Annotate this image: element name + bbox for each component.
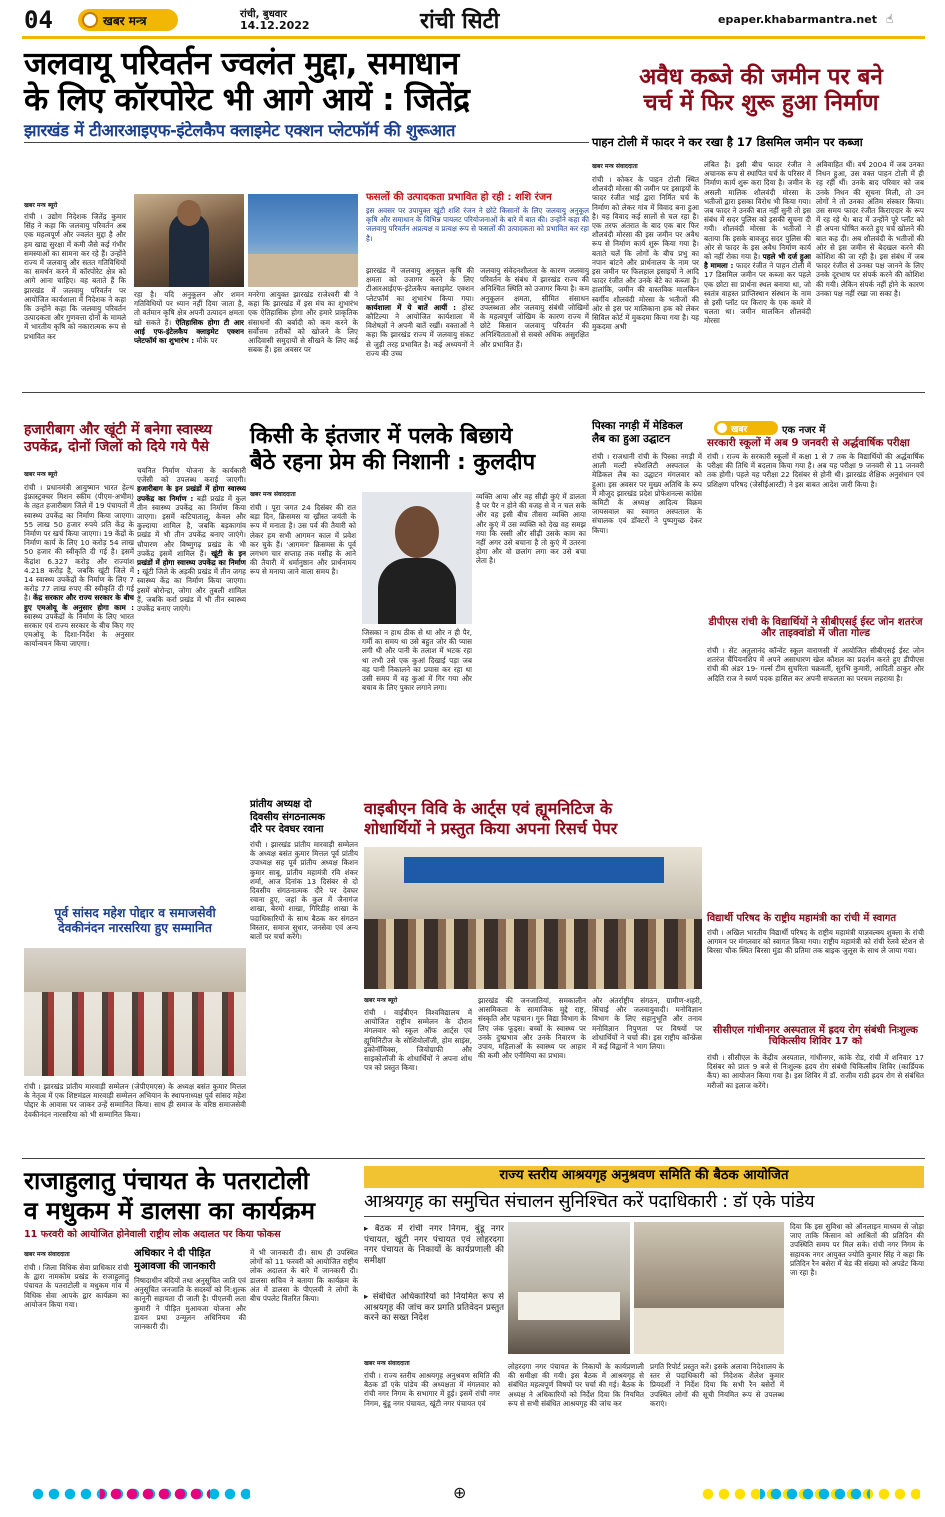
- land-headline-line2: चर्च में फिर शुरू हुआ निर्माण: [643, 90, 879, 116]
- health-headline-line1: हजारीबाग और खूंटी में बनेगा स्वास्थ्य: [24, 422, 213, 438]
- love-col2: जिसका न हाथ ठीक से था और न ही पैर, गर्मी का समय था उसे बहुत जोर की प्यास लगी थी और पानी के तलाश में भटक रहा था तभी उसे एक कुआं दिखाई पड़ा जब वह पानी निकालने का प्रयास कर रहा था उसी समय में वह कुआं में गिर गया और बचाव के लिए पुकार लगाने लगा।: [362, 628, 472, 693]
- lead-col2: [134, 290, 244, 386]
- love-col1: रांची । पूरा जगत 24 दिसंबर की रात बड़ा दिन, क्रिसमस या ख्रीस्त जयंती के रूप में मनाता है। उस पर्व की तैयारी को लेकर हम सभी आगमन काल में प्रवेश कर चुके हैं। 'आगमन' क्रिसमस के पूर्व लगभग चार सप्ताह तक मसीह के आने की तैयारी में धर्मानुष्ठान और प्रार्थनामय रूप से मनाया जाने वाला समय है।: [250, 503, 356, 577]
- research-photo-crowd: [364, 919, 702, 989]
- health-col1-tail: स्वास्थ्य उपकेंद्रों के निर्माण के लिए भारत सरकार एवं राज्य सरकार के बीच किए गए एमओयू के दिशा-निर्देश के अनुसार कार्यान्वयन किया जाएगा।: [24, 611, 134, 649]
- section-title: रांची सिटी: [420, 9, 500, 34]
- lead-photo-head: [177, 200, 201, 226]
- dalsa-side-title-line1: अधिकार ने दी पीड़ित: [134, 1248, 211, 1259]
- lead-photo-panel: [248, 194, 358, 287]
- dalsa-subhead: 11 फरवरी को आयोजित होनेवाली राष्ट्रीय लोक अदालत पर किया फोकस: [24, 1229, 281, 1240]
- medical-headline-line1: पिस्का नगड़ी में मेडिकल: [592, 420, 683, 432]
- marwari-headline-line2: देवकीनंदन नारसरिया हुए सम्मानित: [58, 921, 212, 935]
- lead-subhead-rule: [24, 142, 589, 143]
- lead-headline-line2: के लिए कॉरपोरेट भी आगे आयें : जितेंद्र: [24, 82, 470, 118]
- lead-col2-text: रहा है। यदि अनुकूलन और शमन गतिविधियों पर ध्यान नहीं दिया जाता है, तो वर्तमान कृषि क्षेत्र अपनी उत्पादन क्षमता खो सकते हैं।: [134, 290, 244, 327]
- land-headline: [598, 64, 924, 116]
- registration-mark-icon: ⊕: [453, 1483, 467, 1502]
- shelter-byline: खबर मन्त्र संवाददाता: [364, 1360, 410, 1367]
- dalsa-headline-line2: व मधुकम में डालसा का कार्यक्रम: [24, 1196, 316, 1225]
- research-headline-line1: वाइबीएन विवि के आर्ट्स एवं ह्यूमनिटिज के: [364, 799, 613, 818]
- love-portrait-head: [395, 506, 439, 558]
- marwari-headline: [24, 906, 246, 936]
- research-photo-banner: [404, 857, 664, 883]
- shelter-col2: लोहरदगा नगर पंचायत के निकायों के कार्यप्रणाली की समीक्षा की गयी। इस बैठक में आश्रयगृह से संबंधित महत्वपूर्ण विषयों पर चर्चा की गई। बैठक के अध्यक्ष ने अधिकारियों को निर्देश दिया कि नियमित रूप से सभी संबंधित आश्रयगृह की जांच कर: [508, 1362, 644, 1408]
- shelter-photo-meeting: [508, 1222, 630, 1354]
- masthead: [0, 0, 945, 42]
- lead-col3: मनरेगा आयुक्त झारखंड राजेश्वरी बी ने कहा कि झारखंड में इस मंच का शुभारंभ एक ऐतिहासिक होगा और हमारे प्राकृतिक संसाधनों की बर्बादी को कम करने के सर्वोत्तम तरीकों को खोजने के लिए आदिवासी समुदायों से सीखने के लिए कई सबक हैं। इस अवसर पर: [248, 290, 358, 355]
- sangathan-headline-line3: दौरे पर देवघर रवाना: [250, 824, 324, 835]
- lead-quote-text: इस अवसर पर उपायुक्त खूंटी शशि रंजन ने छोटे किसानों के लिए जलवायु अनुकूल कृषि और समाधान के विभिन्न पायलट परियोजनाओं के बारे में बात की। उन्होंने कहा की जलवायु परिवर्तन अप्रत्यक्ष व प्रत्यक्ष रूप से फसलों की उत्पादकता को प्रभावित कर रहा है।: [366, 206, 589, 243]
- research-col1: रांची । वाईबीएन विश्वविद्यालय में आयोजित राष्ट्रीय सम्मेलन के दौरान मंगलवार को स्कूल ऑफ आर्ट्स एवं ह्यूमिनिटीज के सोशियोलॉजी, होम साइंस, इकोनॉमिक्स, जियोग्राफी और साइकोलॉजी के शोधार्थियों ने अपना शोध पत्र को प्रस्तुत किया।: [364, 1008, 472, 1073]
- research-headline: [364, 799, 702, 839]
- sangathan-headline: [250, 799, 358, 837]
- health-headline: [24, 422, 246, 456]
- shelter-bullet1-text: बैठक में रांची नगर निगम, बुंडू नगर पंचायत, खूंटी नगर पंचायत एवं लोहरदगा नगर पंचायत के निकायों के कार्यप्रणाली की समीक्षा: [364, 1224, 504, 1266]
- research-col2: झारखंड की जनजातियां, समकालीन आसमिकता के सामाजिक मुद्दे राष्ट्र, संस्कृति और पहचान। गुरु विद्या विभाग के लिए जंक फूड्स। बच्चों के स्वास्थ्य पर उनके दुष्प्रभाव और उनके निवारण के उपाय, महिलाओं के स्वास्थ्य पर आहार की कमी और एनीमिया का प्रभाव।: [478, 996, 586, 1061]
- lead-col2-bold: ऐतिहासिक होगा टी आर आई एफ-इंटेलकैप क्लाइमेट एक्शन प्लेटफॉर्म का शुभारंभ :: [134, 317, 244, 346]
- health-col1-bold: केंद्र सरकार और राज्य सरकार के बीच हुए एमओयू के अनुसार होगा काम :: [24, 593, 134, 612]
- sangathan-headline-line2: दिवसीय संगठनात्मक: [250, 811, 325, 823]
- nazar-item3-title: विद्यार्थी परिषद के राष्ट्रीय महामंत्री का रांची में स्वागत: [707, 913, 897, 924]
- dalsa-byline: खबर मन्त्र संवाददाता: [24, 1251, 70, 1258]
- health-col1: [24, 483, 134, 885]
- lead-photo-speaker: [134, 194, 244, 287]
- health-col1-text: रांची । प्रधानमंत्री आयुष्मान भारत हेल्थ इंफ्रास्ट्रक्चर मिशन स्कीम (पीएम-अभीम) के तहत हजारीबाग जिले में 19 पंचायतों में स्वास्थ्य उपकेंद्र का निर्माण किया जाएगा। 55 लाख 50 हजार रुपये प्रति केंद्र के निर्माण पर खर्च किया जाएगा। 19 केंद्रों के निर्माण कार्य के लिए 10 करोड़ 54 लाख 50 हजार की स्वीकृति दी गई है। इसमें केंद्रांश 6.327 करोड़ और राज्यांश 4.218 करोड़ है, जबकि खूंटी जिले में 14 स्वास्थ्य उपकेंद्रों के निर्माण के लिए 7 करोड़ 77 लाख रुपए की स्वीकृति दी गई है।: [24, 483, 134, 603]
- ek-nazar-brand-text: खबर: [731, 425, 748, 435]
- marwari-photo-group: [24, 992, 246, 1076]
- shelter-banner: [364, 1166, 924, 1188]
- rule-row1: [22, 392, 925, 393]
- shelter-bullet1-icon: ▸: [364, 1224, 375, 1234]
- shelter-bullet2: [364, 1292, 504, 1336]
- lead-col5: जलवायु संवेदनशीलता के कारण जलवायु परिवर्तन के संबंध में झारखंड राज्य की अनिश्चित स्थिति को उजागर किया है। कम अनुकूलन क्षमता, सीमित संसाधन उपलब्धता और जलवायु संबंधी जोखिमों के महत्वपूर्ण जोखिम के कारण राज्य में छोटे किसान जलवायु परिवर्तन की अनिश्चितताओं से सबसे अधिक असुरक्षित और प्रभावित हैं।: [480, 266, 589, 349]
- shelter-col3: प्रगति रिपोर्ट प्रस्तुत करें। इसके अलावा निदेशालय के स्तर से पदाधिकारी को निदेशक शैलेश कुमार प्रियदर्शी ने निर्देश दिया कि सभी रैन बसेरों में उपस्थित लोगों की सूची नियमित रूप से उपलब्ध कराएं।: [650, 1362, 784, 1408]
- medical-headline-line2: लैब का हुआ उद्घाटन: [592, 433, 671, 445]
- lead-photo-panel-stage: [248, 254, 358, 287]
- shelter-photo-table: [518, 1292, 620, 1320]
- health-headline-line2: उपकेंद्र, दोनों जिलों को दिये गये पैसे: [24, 439, 209, 455]
- brand-pill: [78, 9, 178, 31]
- nazar-item1-text: रांची । राज्य के सरकारी स्कूलों में कक्षा 1 से 7 तक के विद्यार्थियों की अर्द्धवार्षिक परीक्षा की तिथि में बदलाव किया गया है। अब यह परीक्षा 9 जनवरी से 11 जनवरी तक होगी। पहले यह परीक्षा 22 दिसंबर से होनी थी। झारखंड शैक्षिक अनुसंधान एवं प्रशिक्षण परिषद (जेसीईआरटी) ने इस बाबत आदेश जारी किया है।: [707, 452, 924, 489]
- land-headline-line1: अवैध कब्जे की जमीन पर बने: [639, 64, 883, 90]
- love-headline: [250, 424, 584, 476]
- medical-text: रांची । राजधानी रांची के पिस्का नगड़ी में आली मल्टी स्पेशलिटी अस्पताल के मेडिकल लैब का उद्घाटन मंगलवार को हुआ। इस अवसर पर मुख्य अतिथि के रूप में मौजूद झारखंड प्रदेश प्रोफेशनल्स कांग्रेस कमिटी के अध्यक्ष आदित्य विक्रम जायसवाल का स्वागत अस्पताल के संचालक एवं डॉक्टरों ने पुष्पगुच्छ देकर किया।: [592, 452, 702, 535]
- dalsa-side-title-line2: मुआवजा की जानकारी: [134, 1260, 216, 1272]
- page-number: 04: [24, 6, 53, 34]
- health-col2-bold2: खूंटी के इन प्रखंडों में होगा स्वास्थ्य उपकेंद्र का निर्माण :: [137, 548, 246, 577]
- shelter-col1: रांची । राज्य स्तरीय आश्रयगृह अनुश्रवण समिति की बैठक डॉ एके पांडेय की अध्यक्षता में मंगलवार को रांची नगर निगम के सभागार में हुई। इसमें रांची नगर निगम, बुंडू नगर पंचायत, खूंटी नगर पंचायत एवं: [364, 1371, 500, 1408]
- dalsa-col2: निषादाधीन बंदियों तथा अनुसूचित जाति एवं अनुसूचित जनजाति के सदस्यों को नि:शुल्क कानूनी सहायता दी जाती है। पीएलवी लता कुमारी ने पीड़ित मुआवजा योजना और डायन प्रथा उन्मूलन अधिनियम की जानकारी दी।: [134, 1276, 246, 1332]
- land-byline: खबर मन्त्र संवाददाता: [592, 163, 638, 170]
- lead-subhead: झारखंड में टीआरआइएफ-इंटेलकैप क्लाइमेट एक्शन प्लेटफॉर्म की शुरूआत: [24, 121, 456, 140]
- dalsa-side-title: [134, 1248, 246, 1273]
- health-col2-text1: बड़ी प्रखंड में कुल तीन स्वास्थ्य उपकेंद्र का निर्माण किया जाएगा। इसमें कटियातालू, केवल और कुल्दाया शामिल है, जबकि बड़कागांव प्रखंड में भी तीन उपकेंद्र बनाए जाएंगे। चौपारण और विष्णुगढ़ प्रखंड के भी उपकेंद्र इसमें शामिल हैं।: [137, 493, 246, 558]
- nazar-item4-text: रांची । सीसीएल के केंद्रीय अस्पताल, गांधीनगर, कांके रोड, रांची में शनिवार 17 दिसंबर को प्रातः 9 बजे से निःशुल्क ह्रदय रोग संबंधी चिकित्सीय शिविर (कार्डियक कैंप) का आयोजन किया गया है। इस शिविर में डॉ. राजीव राठी ह्रदय रोग से संबंधित मरीजों का इलाज करेंगे।: [707, 1053, 924, 1090]
- health-col2-bold1: हजारीबाग के इन प्रखंडों में होगा स्वास्थ्य उपकेंद्र का निर्माण :: [137, 484, 246, 503]
- nazar-item4-title: सीसीएल गांधीनगर अस्पताल में ह्रदय रोग संबंधी निःशुल्क चिकित्सीय शिविर 17 को: [713, 1025, 918, 1047]
- lead-quote-title: फसलों की उत्पादकता प्रभावित हो रही : शशि रंजन: [366, 192, 552, 203]
- masthead-rule: [22, 36, 925, 39]
- love-portrait-photo: [362, 492, 472, 624]
- love-headline-line1: किसी के इंतजार में पलके बिछाये: [250, 424, 513, 449]
- lead-col2-tail: मौके पर: [196, 336, 218, 346]
- love-byline: खबर मन्त्र संवाददाता: [250, 491, 296, 498]
- lead-col4-tail: होस्ट कौटिल्या ने आयोजित कार्यशाला में विशेषज्ञों ने अपनी बातें रखीं। वक्ताओं ने कहा कि झारखंड राज्य में जलवायु संकट से जुड़ी तरह प्रभावित है। कई अध्ययनों ने राज्य की उच्च: [366, 302, 474, 358]
- cursor-icon: ☝: [886, 12, 894, 26]
- shelter-bullet2-icon: ▸: [364, 1292, 373, 1302]
- sangathan-headline-line1: प्रांतीय अध्यक्ष दो: [250, 799, 312, 810]
- ek-nazar-title: एक नजर में: [782, 425, 826, 436]
- lead-byline: खबर मन्त्र ब्यूरो: [24, 202, 58, 209]
- health-byline: खबर मन्त्र ब्यूरो: [24, 471, 58, 478]
- shelter-col4: दिया कि इस सुविधा को ऑनलाइन माध्यम से जोड़ा जाए ताकि किसान को आश्रितों की प्रतिदिन की उपस्थिति समय पर मिल सके। रांची नगर निगम के सहायक नगर आयुक्त ज्योति कुमार सिंह ने कहा कि प्रतिदिन रैन बसेरा में बेड की संख्या को अपडेट किया जा रहा है।: [790, 1222, 924, 1278]
- lead-col4-bold: कार्यशाला में ये बातें आयीं :: [366, 302, 457, 312]
- medical-headline: [592, 420, 702, 446]
- nazar-item3-text: रांची । अखिल भारतीय विद्यार्थी परिषद के राष्ट्रीय महामंत्री याज्ञवल्क्य शुक्ला के रांची आगमन पर मंगलवार को स्वागत किया गया। राष्ट्रीय महामंत्री को रांची रेलवे स्टेशन से बिरसा चौक स्थित बिरसा मुंडा की प्रतिमा तक बाइक जुलूस के साथ ले जाया गया।: [707, 928, 924, 956]
- love-portrait-body: [378, 558, 456, 624]
- nazar-item2-title: डीपीएस रांची के विद्यार्थियों ने सीबीएसई ईस्ट जोन शतरंज और ताइक्वांडो में जीता गोल्ड: [708, 616, 923, 640]
- footer-color-dots-left2: [100, 1487, 210, 1501]
- land-col2-tail: फादर रंजीत ने पाहन टोली में 17 डिसमिल जमीन पर कब्जा कर पहले एक छोटा सा प्रार्थना स्थल बनाया था, जो स्वतंत्र वाहस्त प्राप्तिस्थान संस्थान के नाम से इसी प्लॉट पर किराए के एक कमरे में चलता था। जमीन मालकिन शौलवंदी मोरसा: [704, 261, 811, 326]
- lead-headline-line1: जलवायू परिवर्तन ज्वलंत मुद्दा, समाधान: [24, 46, 459, 82]
- health-col2-text2: खूंटी जिले के अड़की प्रखंड में तीन जगह स्वास्थ्य केंद्र का निर्माण किया जाएगा। इसमें बोरोन्द्रा, जोगा और तुबली शामिल हैं, जबकि कर्रा प्रखंड में भी तीन स्वास्थ्य उपकेंद्र बनाए जाएंगे।: [137, 567, 246, 614]
- marwari-text: रांची । झारखंड प्रांतीय मारवाड़ी सम्मेलन (जेपीएमएस) के अध्यक्ष बसंत कुमार मित्तल के नेतृत्व में एक शिष्टमंडल मारवाड़ी सम्मेलन अभियान के स्थापनाध्यक्ष पूर्व सांसद महेश पोद्दार के आवास पर जाकर उन्हें सम्मानित किया। साथ ही समाज के वरिष्ठ समाजसेवी देवकीनंदन नारसरिया को भी सम्मानित किया।: [24, 1082, 246, 1119]
- shelter-headline-rule: [364, 1216, 924, 1217]
- shelter-photo-officials: [634, 1222, 784, 1354]
- health-col2: [137, 466, 246, 885]
- health-col2-text: चयनित निर्माण योजना के कार्यकारी एजेंसी को उपलब्ध कराई जाएगी।: [137, 466, 246, 485]
- shelter-bullet2-text: संबंधित अधिकारियों को नियमित रूप से आश्रयगृह की जांच कर प्रगति प्रतिवेदन प्रस्तुत करने का सख्त निदेश: [364, 1292, 504, 1323]
- land-col3: अविवाहित थीं। वर्ष 2004 में जब उनका निधन हुआ, उस वक्त पाहन टोली में ही रह रहीं थीं। उनके बाद परिवार को जब उनके निधन की सूचना मिली, तो उन लोगों ने तो उनका अंतिम संस्कार किया। उस समय फादर रंजीत किराएदार के रूप में रह रहे थे। बाद में उन्होंने पूरे प्लॉट को ही अपना घोषित करते हुए चर्च खोलने की बात कह दी। अब शौलवंदी के भतीजों की ओर से इस जमीन से बेदखल करने की कोशिश की जा रही है। इस संबंध में जब फादर रंजीत से उनका पक्ष जानने के लिए उनके दूरभाष पर संपर्क करने की कोशिश की गयी। लेकिन संपर्क नहीं होने के कारण उनका पक्ष नहीं रखा जा सका है।: [816, 160, 924, 298]
- nazar-item2-text: रांची । सेंट अतुलानंद कॉन्वेंट स्कूल वाराणसी में आयोजित सीबीएसई ईस्ट जोन शतरंज चैंपियनशिप में अपने असाधारण खेल कौशल का प्रदर्शन करते हुए डीपीएस रांची की अंडर 19- गर्ल्स टीम सुचरिता चक्रवर्ती, सुरभि कुमारी, आदिती ठाकुर और अदिति राज ने स्वर्ण पदक हासिल कर अपनी सफलता का परचम लहराया है।: [707, 646, 924, 683]
- lead-col4: [366, 266, 474, 387]
- brand-logo-icon: [82, 12, 98, 28]
- dalsa-col3: में भी जानकारी दी। साथ ही उपस्थित लोगों को 11 फरवरी को आयोजित राष्ट्रीय लोक अदालत के बारे में जानकारी दी। डालसा सचिव ने बताया कि कार्यक्रम के अंत में डालसा के पीएलवी ने लोगों के बीच पंपलेट वितरित किया।: [250, 1248, 358, 1304]
- love-col3: व्यक्ति आया और वह सीढ़ी कुएं में डालता है पर पैर न होने की वजह से वे न चल सके और वह इसी बीच तीसरा व्यक्ति आया और कुएं में उस व्यक्ति को देख वह समझ गया कि रस्सी और सीढ़ी उसके काम का नहीं अगर उसे बचाना है तो कुएं में उतरना होगा और वो छलांग लगा कर उसे बचा लेता है।: [476, 492, 586, 566]
- research-headline-line2: शोधार्थियों ने प्रस्तुत किया अपना रिसर्च पेपर: [364, 819, 618, 838]
- marwari-photo: [24, 948, 246, 1076]
- sangathan-text: रांची । झारखंड प्रांतीय मारवाड़ी सम्मेलन के अध्यक्ष बसंत कुमार मित्तल पूर्व प्रांतीय उपाध्यक्ष सह पूर्व प्रांतीय अध्यक्ष किशन कुमार साबू, प्रांतीय महामंत्री रवि शंकर शर्मा, आज दिनांक 13 दिसंबर से दो दिवसीय संगठनात्मक दौरे पर देवघर रवाना हुए, जहां के कुल में जैनागंज शाखा, बेरमो शाखा, गिरिडीह शाखा के पदाधिकारियों के साथ बैठक कर संगठन विस्तार, समाज सुधार, जनसेवा एवं अन्य बातों पर चर्चा करेंगे।: [250, 840, 358, 942]
- brand-name: खबर मन्त्र: [103, 14, 147, 28]
- lead-col4-text: झारखंड में जलवायु अनुकूल कृषि की क्षमता को उजागर करने के लिए टीआरआईएफ-इंटेलकैप क्लाइमेट एक्शन प्लेटफॉर्म का शुभारंभ किया गया।: [366, 266, 474, 303]
- ek-nazar-brand: [714, 421, 778, 435]
- land-col1: रांची । कोकर के पाहन टोली स्थित शौलवंदी मोरसा की जमीन पर इसाइयों के फादर रंजीत भाई द्वारा निर्मित चर्च के निर्माण को लेकर गांव में विवाद बना हुआ है। यह विवाद कई सालों से चल रहा है। एक तरफ अंतरात के बाद एक बार फिर शौलवंदी मोरसा की इस जमीन पर अवैध रूप से निर्माण कार्य शुरू किया गया है। बताते चलें कि लोगों के बीच प्रभु का नपान बांटने और प्रार्थनालय के नाम पर इस जमीन पर फिलहाल इसाइयों ने आदि फादर रंजीत और उनके बेटे का कब्जा है। हालांकि, जमीन की वास्तविक मालकिन स्वर्गीय शौलवंदी मोरसा के भतीजों की ओर से इस पर मालिकाना हक को लेकर सिविल कोर्ट में मुकदमा किया गया है। यह मुकदमा अभी: [592, 175, 699, 332]
- shelter-bullet1: [364, 1224, 504, 1268]
- nazar-item1-title: सरकारी स्कूलों में अब 9 जनवरी से अर्द्धवार्षिक परीक्षा: [707, 437, 910, 449]
- dalsa-headline: [24, 1166, 358, 1226]
- masthead-date: 14.12.2022: [240, 19, 310, 32]
- masthead-city-day: रांची, बुधवार: [240, 9, 288, 20]
- epaper-url[interactable]: epaper.khabarmantra.net: [718, 13, 877, 26]
- land-subhead: पाहन टोली में फादर ने कर रखा है 17 डिसमिल जमीन पर कब्जा: [592, 135, 863, 149]
- ek-nazar-logo-icon: [717, 423, 727, 433]
- research-photo: [364, 847, 702, 989]
- love-headline-line2: बैठे रहना प्रेम की निशानी : कुलदीप: [250, 450, 536, 475]
- land-col2: [704, 160, 811, 387]
- land-col2-bold: पहले भी दर्ज हुआ है मामला :: [704, 252, 811, 271]
- rule-row3: [22, 1158, 925, 1159]
- shelter-photo-desk: [634, 1308, 784, 1354]
- shelter-banner-text: राज्य स्तरीय आश्रयगृह अनुश्रवण समिति की बैठक आयोजित: [499, 1168, 789, 1183]
- land-col2-text: लंबित है। इसी बीच फादर रंजीत ने अचानक रूप से स्थापित चर्च के परिसर में निर्माण कार्य शुरू करा दिया है। जमीन के असली मालिक शौलवंदी मोरसा के भतीजों द्वारा इसका विरोध भी किया गया। जब फादर ने उनकी बात नहीं सुनी तो इस संबंध में सदर पुलिस को इसकी सूचना दी गयी। शौलवंदी मोरसा के भतीजों ने बताया कि इसके बावजूद सदर पुलिस की ओर से फादर के इस अवैध निर्माण कार्य को नहीं रोका गया है।: [704, 160, 811, 262]
- lead-headline: [24, 46, 589, 118]
- dalsa-col1: रांची । जिला विधिक सेवा प्राधिकार रांची के द्वारा नामकोम प्रखंड के राजाहुलातु पंचायत के पतराटोली व मधुकम गांव में विधिक सेवा आपके द्वार कार्यक्रम का आयोजन किया गया।: [24, 1263, 129, 1309]
- marwari-headline-line1: पूर्व सांसद महेश पोद्दार व समाजसेवी: [54, 906, 216, 920]
- lead-col1: रांची । उद्योग निदेशक जितेंद्र कुमार सिंह ने कहा कि जलवायु परिवर्तन अब एक महत्वपूर्ण और ज्वलंत मुद्दा है और हम खाद्य सुरक्षा में कमी जैसे कई गंभीर समस्याओं का सामना कर रहे हैं। उन्होंने राज्य में जलवायु और सतत गतिविधियों का समर्थन करने में कॉरपोरेट क्षेत्र को आगे आना चाहिए। वह बताते हैं कि झारखंड में जलवायु परिवर्तन पर आयोजित कार्यशाला में निदेशक ने कहा कि उन्होंने कहा कि जलवायु परिवर्तन उत्पादकता और गुणवत्ता दोनों के मामले में भारतीय कृषि को नकारात्मक रूप से प्रभावित कर: [24, 212, 126, 341]
- footer-color-dots-right2: [760, 1487, 870, 1501]
- ek-nazar-label: [714, 421, 924, 435]
- dalsa-headline-line1: राजाहुलातु पंचायत के पतराटोली: [24, 1166, 310, 1195]
- shelter-headline: आश्रयगृह का समुचित संचालन सुनिश्चित करें पदाधिकारी : डॉ एके पांडेय: [364, 1191, 815, 1212]
- research-col3: और अंतर्राष्ट्रीय संगठन, ग्रामीण-शहरी, सिंचाई और जलवायुवादी। मनोविज्ञान विभाग के लिए सहानुभूति और तनाव मनोविज्ञान निपुणता पर विषयों पर शोधार्थियों ने चर्चा की। इस राष्ट्रीय कॉन्फ्रेंस में कई विद्वानों ने भाग लिया।: [592, 996, 702, 1052]
- research-byline: खबर मन्त्र ब्यूरो: [364, 997, 398, 1004]
